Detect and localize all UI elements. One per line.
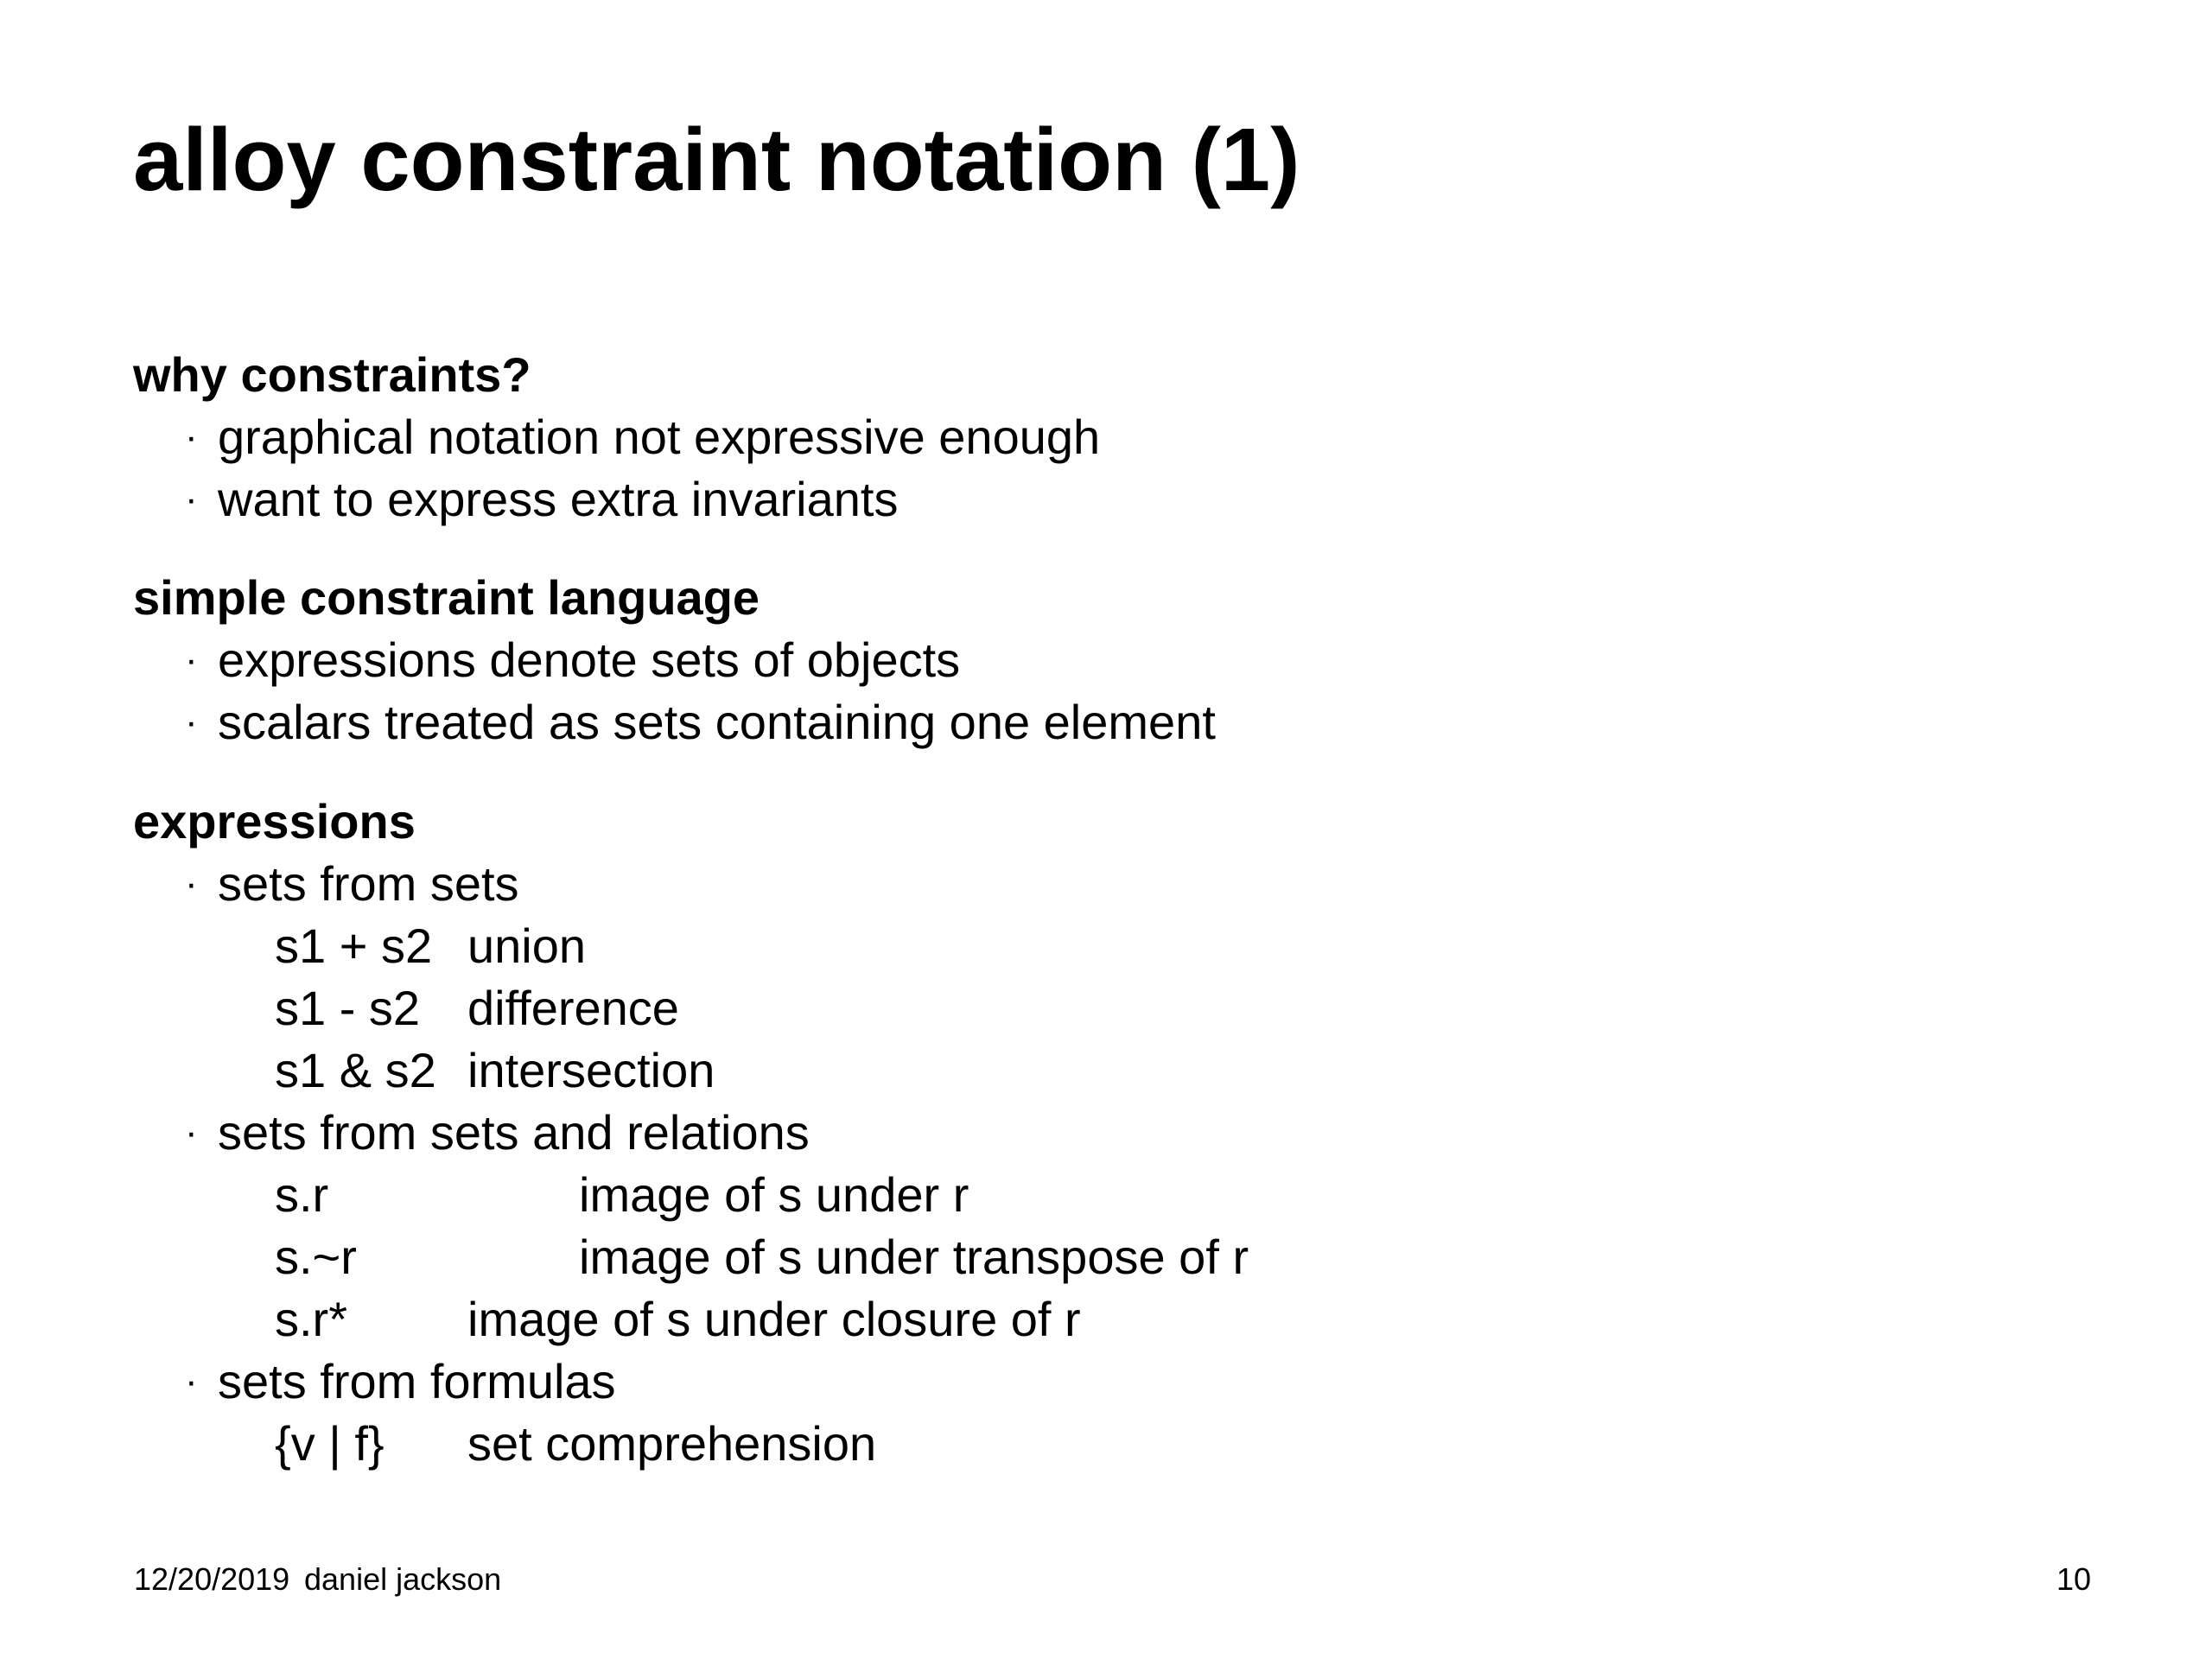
section-heading-why-constraints: why constraints? <box>133 347 531 402</box>
expression-description: set comprehension <box>467 1416 877 1471</box>
bullet-item <box>185 693 1216 751</box>
bullet-item <box>185 408 1100 466</box>
bullet-item <box>185 855 519 912</box>
bullet-text: expressions denote sets of objects <box>218 632 961 687</box>
bullet-dot-icon: · <box>185 477 198 520</box>
bullet-text: graphical notation not expressive enough <box>218 410 1101 464</box>
bullet-item <box>185 1352 616 1410</box>
bullet-item <box>185 470 898 528</box>
expression-description: image of s under closure of r <box>467 1292 1081 1346</box>
bullet-text: sets from formulas <box>218 1354 616 1408</box>
expression-text: s1 - s2 <box>275 981 421 1035</box>
expression-description: image of s under r <box>579 1167 969 1222</box>
bullet-dot-icon: · <box>185 1110 198 1154</box>
bullet-dot-icon: · <box>185 700 198 743</box>
expression-description: image of s under transpose of r <box>579 1230 1249 1284</box>
footer-author: daniel jackson <box>304 1561 502 1597</box>
expression-description: union <box>467 918 587 973</box>
section-heading-constraint-language: simple constraint language <box>133 570 760 625</box>
bullet-text: scalars treated as sets containing one element <box>218 695 1216 749</box>
bullet-dot-icon: · <box>185 1359 198 1402</box>
bullet-dot-icon: · <box>185 415 198 458</box>
expression-text: {v | f} <box>275 1416 385 1471</box>
bullet-text: sets from sets and relations <box>218 1105 810 1160</box>
footer-date: 12/20/2019 <box>134 1561 290 1597</box>
bullet-dot-icon: · <box>185 861 198 905</box>
bullet-item <box>185 631 960 689</box>
expression-text: s.r* <box>275 1292 347 1346</box>
bullet-dot-icon: · <box>185 638 198 681</box>
expression-text: s.~r <box>275 1230 357 1284</box>
bullet-item <box>185 1103 810 1161</box>
slide-title: alloy constraint notation (1) <box>133 110 1300 209</box>
expression-description: difference <box>467 981 679 1035</box>
expression-description: intersection <box>467 1043 715 1097</box>
expression-text: s1 & s2 <box>275 1043 436 1097</box>
bullet-text: sets from sets <box>218 856 519 911</box>
section-heading-expressions: expressions <box>133 794 416 849</box>
page-number: 10 <box>2056 1561 2091 1597</box>
expression-text: s1 + s2 <box>275 918 433 973</box>
expression-text: s.r <box>275 1167 329 1222</box>
bullet-text: want to express extra invariants <box>218 472 899 526</box>
